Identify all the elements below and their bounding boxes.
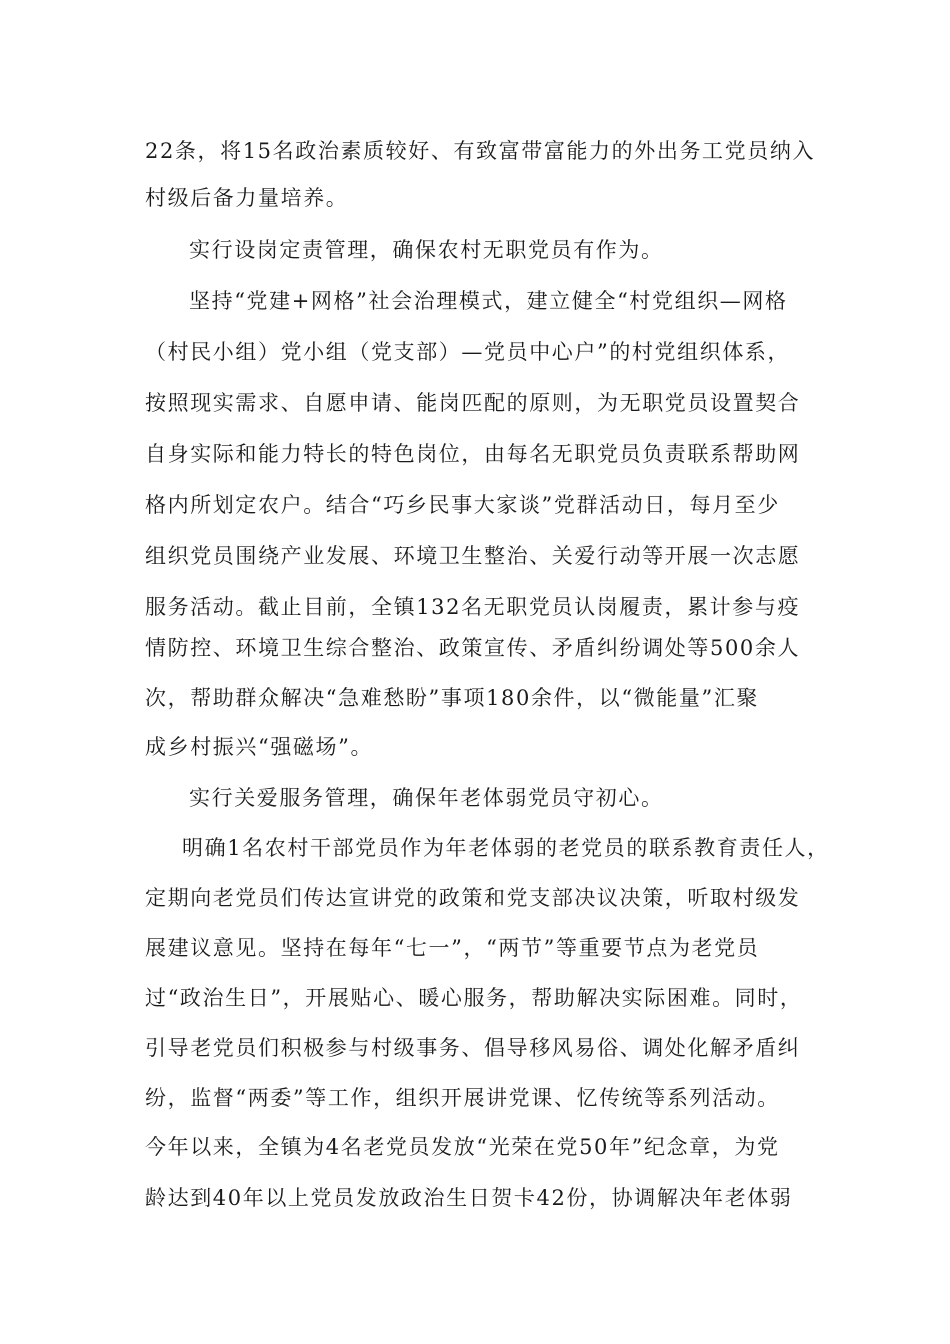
text-line: 22条，将15名政治素质较好、有致富带富能力的外出务工党员纳入 [145, 139, 816, 163]
text-line: 次，帮助群众解决“急难愁盼”事项180余件，以“微能量”汇聚 [145, 686, 760, 710]
text-line: 龄达到40年以上党员发放政治生日贺卡42份，协调解决年老体弱 [145, 1186, 793, 1210]
section-heading: 实行设岗定责管理，确保农村无职党员有作为。 [189, 238, 664, 262]
text-line: 引导老党员们积极参与村级事务、倡导移风易俗、调处化解矛盾纠 [145, 1036, 801, 1060]
section-heading: 实行关爱服务管理，确保年老体弱党员守初心。 [189, 786, 664, 810]
text-line: 展建议意见。坚持在每年“七一”，“两节”等重要节点为老党员 [145, 936, 760, 960]
text-line: 成乡村振兴“强磁场”。 [145, 735, 374, 759]
text-line: 自身实际和能力特长的特色岗位，由每名无职党员负责联系帮助网 [145, 442, 801, 466]
text-line: 服务活动。截止目前，全镇132名无职党员认岗履责，累计参与疫 [145, 595, 801, 619]
text-line: 过“政治生日”，开展贴心、暖心服务，帮助解决实际困难。同时， [145, 986, 803, 1010]
text-line: 按照现实需求、自愿申请、能岗匹配的原则，为无职党员设置契合 [145, 391, 801, 415]
text-line: 定期向老党员们传达宣讲党的政策和党支部决议决策，听取村级发 [145, 886, 801, 910]
text-line: 纷，监督“两委”等工作，组织开展讲党课、忆传统等系列活动。 [145, 1086, 780, 1110]
text-line: 坚持“党建+网格”社会治理模式，建立健全“村党组织—网格 [189, 289, 788, 313]
text-line: 明确1名农村干部党员作为年老体弱的老党员的联系教育责任人， [182, 836, 830, 860]
text-line: 今年以来，全镇为4名老党员发放“光荣在党50年”纪念章，为党 [145, 1135, 780, 1159]
text-line: 格内所划定农户。结合“巧乡民事大家谈”党群活动日，每月至少 [145, 493, 780, 517]
text-line: 组织党员围绕产业发展、环境卫生整治、关爱行动等开展一次志愿 [145, 544, 801, 568]
text-line: 情防控、环境卫生综合整治、政策宣传、矛盾纠纷调处等500余人 [145, 636, 801, 660]
text-line: 村级后备力量培养。 [145, 186, 349, 210]
text-line: （村民小组）党小组（党支部）—党员中心户”的村党组织体系， [145, 340, 791, 364]
